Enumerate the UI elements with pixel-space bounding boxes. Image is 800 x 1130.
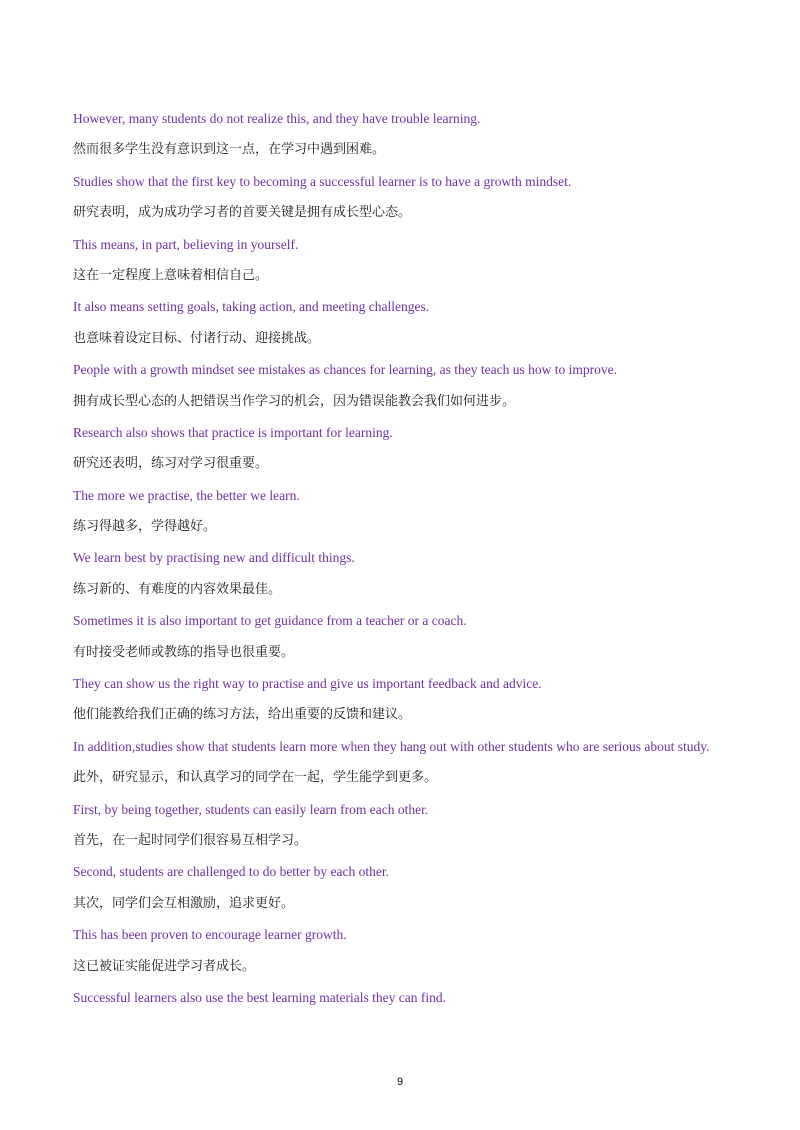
english-sentence: The more we practise, the better we learn. <box>73 487 300 503</box>
english-sentence: However, many students do not realize this, and they have trouble learning. <box>73 111 481 126</box>
chinese-translation: 研究表明，成为成功学习者的首要关键是拥有成长型心态。 <box>73 205 412 221</box>
english-sentence: It also means setting goals, taking action, and meeting challenges. <box>73 299 430 315</box>
english-sentence: People with a growth mindset see mistakes as chances for learning, as they teach us how to improve. <box>73 362 617 378</box>
chinese-translation: 拥有成长型心态的人把错误当作学习的机会，因为错误能教会我们如何进步。 <box>73 393 516 409</box>
chinese-translation: 练习得越多，学得越好。 <box>73 519 217 535</box>
english-sentence: We learn best by practising new and difficult things. <box>73 550 355 566</box>
chinese-translation: 其次，同学们会互相激励，追求更好。 <box>73 895 295 911</box>
chinese-translation: 这在一定程度上意味着相信自己。 <box>73 267 269 283</box>
chinese-translation: 此外，研究显示，和认真学习的同学在一起，学生能学到更多。 <box>73 770 438 786</box>
chinese-translation: 研究还表明，练习对学习很重要。 <box>73 456 269 472</box>
english-sentence: Studies show that the first key to becoming a successful learner is to have a growth mindset. <box>73 173 572 189</box>
english-sentence: Second, students are challenged to do better by each other. <box>73 864 390 880</box>
bilingual-text-body <box>73 103 729 1013</box>
chinese-translation: 这已被证实能促进学习者成长。 <box>73 958 256 974</box>
chinese-translation: 练习新的、有难度的内容效果最佳。 <box>73 581 282 597</box>
chinese-translation: 首先，在一起时同学们很容易互相学习。 <box>73 833 308 848</box>
english-sentence: This means, in part, believing in yourself. <box>73 236 299 252</box>
english-sentence: Successful learners also use the best learning materials they can find. <box>73 989 446 1005</box>
chinese-translation: 然而很多学生没有意识到这一点，在学习中遇到困难。 <box>73 142 386 158</box>
page-number: 9 <box>396 1076 404 1088</box>
english-sentence: They can show us the right way to practise and give us important feedback and advice. <box>73 676 542 692</box>
english-sentence: First, by being together, students can easily learn from each other. <box>73 801 429 817</box>
chinese-translation: 有时接受老师或教练的指导也很重要。 <box>73 644 295 660</box>
english-sentence: Research also shows that practice is important for learning. <box>73 424 393 440</box>
english-sentence: Sometimes it is also important to get guidance from a teacher or a coach. <box>73 613 467 629</box>
chinese-translation: 也意味着设定目标、付诸行动、迎接挑战。 <box>73 330 321 346</box>
chinese-translation: 他们能教给我们正确的练习方法，给出重要的反馈和建议。 <box>73 707 412 723</box>
english-sentence: In addition,studies show that students learn more when they hang out with other students who are serious about study. <box>73 738 710 754</box>
english-sentence: This has been proven to encourage learner growth. <box>73 927 347 943</box>
